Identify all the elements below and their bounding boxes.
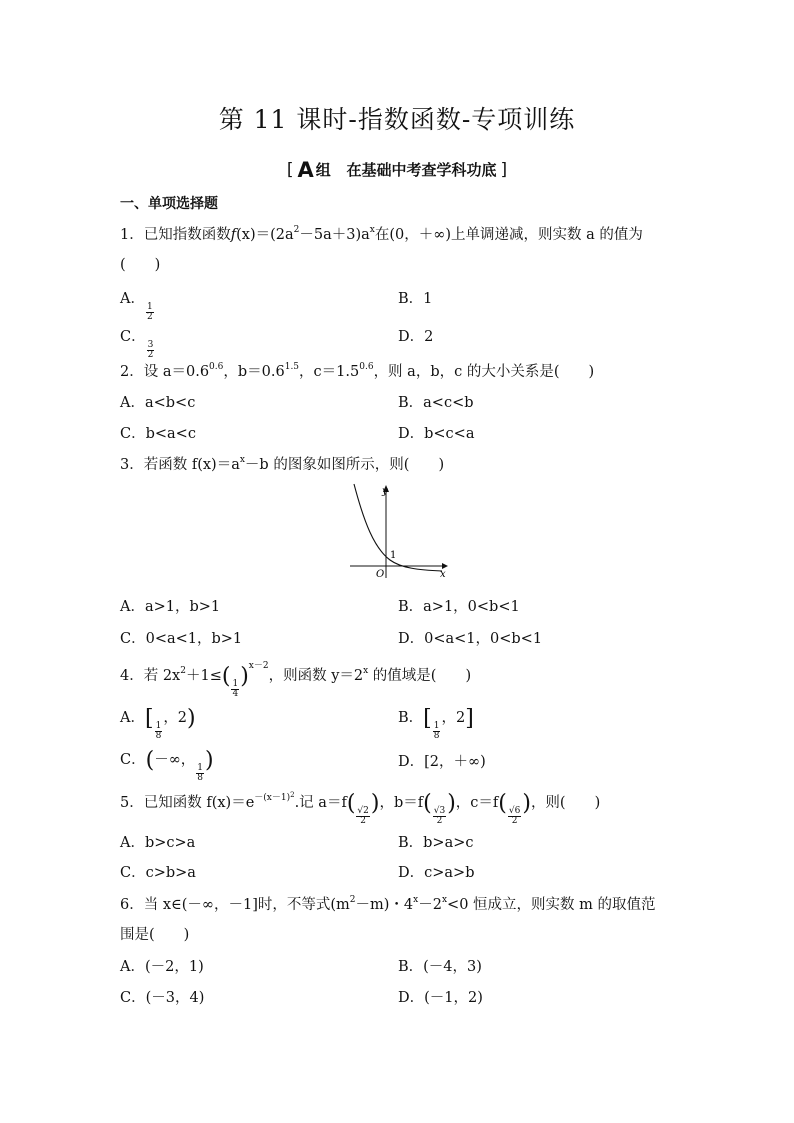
- q5-option-d[interactable]: D．c>a>b: [398, 865, 475, 881]
- q4-b-num: 1: [433, 721, 440, 731]
- q6-exp3: x: [441, 895, 448, 905]
- q2-exp2: 1.5: [284, 362, 300, 372]
- q3-text: 3．若函数 f(x)＝a: [120, 457, 240, 473]
- q3-option-a[interactable]: A．a>1，b>1: [120, 599, 221, 615]
- q4-fraction: [231, 680, 239, 699]
- q6-mid2: －2: [418, 897, 442, 913]
- q5-option-b[interactable]: B．b>a>c: [398, 835, 474, 851]
- q1-option-d[interactable]: D．2: [398, 329, 434, 345]
- q4-c-fraction: [196, 764, 204, 783]
- q2-stem: [120, 360, 594, 381]
- q1-a-fraction: [146, 303, 154, 322]
- q4-text: 4．若 2x: [120, 668, 181, 684]
- q3-exp: x: [239, 455, 245, 465]
- q1-rest: －5a＋3)a: [299, 227, 370, 243]
- q3-option-c[interactable]: C．0<a<1，b>1: [120, 631, 243, 647]
- q2-option-b[interactable]: B．a<c<b: [398, 395, 474, 411]
- q5-stem: 5．已知函数 $f(x)=e^{-(x-1)2}$.记 a＝f( $\frac{√2}{2}$ )，b＝f( $\frac{√3}{2}$ )，c＝f( $\frac{√6}{2}$ )，则( ): [120, 791, 601, 826]
- q5-b-fraction: [433, 807, 446, 826]
- q5-b-num: √3: [433, 806, 446, 816]
- q1-a-den: 2: [146, 312, 153, 322]
- q3-tail: －b 的图象如图所示，则( ): [244, 457, 445, 473]
- x-label: x: [440, 569, 446, 580]
- q5-option-a[interactable]: A．b>c>a: [120, 835, 196, 851]
- q2-option-c[interactable]: C．b<a<c: [120, 426, 196, 442]
- q2-mid1: ，b＝0.6: [223, 364, 285, 380]
- q5-tail: ，则( ): [530, 795, 601, 811]
- q2-exp1: 0.6: [209, 362, 224, 372]
- q6-stem: [120, 893, 656, 914]
- q1-text: 已知指数函数: [143, 227, 231, 243]
- right-bracket: ]: [500, 160, 508, 180]
- q5-mid3: ，c＝f: [455, 795, 499, 811]
- q1-paren: ( ): [120, 257, 161, 273]
- q5-a-num: √2: [357, 806, 369, 816]
- q4-exp2: x－2: [248, 661, 269, 671]
- q4-a-label: A．: [120, 710, 145, 726]
- q4-option-b[interactable]: B．[ $\frac{1}{8}$ ，2]: [398, 706, 474, 741]
- page-title: 第 11 课时-指数函数-专项训练: [218, 105, 576, 134]
- y-label: y: [382, 486, 388, 497]
- q4-option-a[interactable]: A．[ $\frac{1}{8}$ ，2): [120, 706, 196, 741]
- q5-exp: －(x－1): [254, 793, 291, 803]
- q1-a-label: A．: [120, 291, 145, 307]
- q5-exp2: 2: [290, 791, 295, 799]
- q4-stem: 4．若 $2x^2+1\le$( $\frac{1}{4}$ )$^{x-2}$，则函数 $y=2^x$ 的值域是( ): [120, 661, 472, 699]
- q5-a-fraction: [356, 807, 369, 826]
- q4-a-den: 8: [155, 731, 162, 741]
- q1-a-num: 1: [146, 302, 153, 312]
- q5-a-den: 2: [360, 816, 366, 826]
- q4-c-den: 8: [197, 773, 204, 783]
- q5-c-num: √6: [508, 806, 521, 816]
- q4-exp3: x: [363, 666, 369, 676]
- q2-exp3: 0.6: [359, 362, 374, 372]
- q1-c-label: C．: [120, 329, 146, 345]
- q1-f: f: [230, 227, 237, 243]
- q6-exp1: 2: [349, 895, 356, 905]
- q1-option-c[interactable]: [120, 325, 155, 360]
- q1-tail: 在(0，＋∞)上单调递减，则实数 a 的值为: [374, 227, 643, 243]
- q1-number: 1．: [120, 227, 144, 243]
- q4-frac-num: 1: [232, 679, 239, 689]
- q5-mid: .记 a＝f: [294, 795, 347, 811]
- q5-mid2: ，b＝f: [379, 795, 424, 811]
- q1-option-a[interactable]: [120, 287, 155, 322]
- q4-tail: ，则函数 y＝2: [268, 668, 364, 684]
- q1-option-b[interactable]: B．1: [398, 291, 433, 307]
- q4-option-c[interactable]: C．(－∞， $\frac{1}{8}$ ): [120, 748, 214, 783]
- q4-b-fraction: [433, 722, 441, 741]
- q2-tail: ，则 a，b，c 的大小关系是( ): [373, 364, 595, 380]
- q1-stem: 1．已知指数函数$f(x)=(2a^2-5a+3)a^x$在(0，＋∞)上单调递减，则实数 a 的值为: [120, 225, 643, 243]
- q4-c-label: C．: [120, 752, 146, 768]
- q3-option-d[interactable]: D．0<a<1，0<b<1: [398, 631, 543, 647]
- curve: [354, 484, 442, 571]
- q2-option-d[interactable]: D．b<c<a: [398, 426, 475, 442]
- group-text: 在基础中考查学科功底: [346, 161, 497, 179]
- q6-option-b[interactable]: B．(－4，3): [398, 959, 482, 975]
- q4-a-num: 1: [155, 721, 162, 731]
- q6-mid: －m)・4: [355, 897, 414, 913]
- q6-tail: <0 恒成立，则实数 m 的取值范: [447, 897, 656, 913]
- q4-a-post: ，2: [163, 710, 188, 726]
- left-bracket: [: [286, 160, 294, 180]
- group-letter: A: [297, 158, 314, 182]
- q4-c-num: 1: [197, 763, 204, 773]
- q4-option-d[interactable]: D．[2，＋∞): [398, 754, 486, 770]
- intercept-label: 1: [390, 550, 397, 561]
- q5-c-fraction: [508, 807, 521, 826]
- q4-b-post: ，2: [441, 710, 466, 726]
- exponential-graph: [346, 482, 450, 580]
- origin-label: O: [376, 569, 385, 580]
- q4-b-den: 8: [433, 731, 440, 741]
- q1-c-fraction: [147, 341, 155, 360]
- q5-b-den: 2: [436, 816, 443, 826]
- q5-text: 5．已知函数 f(x)＝e: [120, 795, 255, 811]
- q4-c-mid: －∞，: [154, 752, 196, 768]
- q4-mid: ＋1≤: [185, 668, 222, 684]
- q3-option-b[interactable]: B．a>1，0<b<1: [398, 599, 520, 615]
- q1-eq: (x)＝(2a: [236, 227, 294, 243]
- group-header: [0, 158, 794, 182]
- q2-option-a[interactable]: A．a<b<c: [120, 395, 196, 411]
- q6-option-c[interactable]: C．(－3，4): [120, 990, 205, 1006]
- q4-exp1: 2: [180, 666, 186, 676]
- q6-option-d[interactable]: D．(－1，2): [398, 990, 483, 1006]
- q2-mid2: ，c＝1.5: [299, 364, 360, 380]
- q6-text: 6．当 x∈(－∞，－1]时，不等式(m: [120, 897, 350, 913]
- q4-b-label: B．: [398, 710, 424, 726]
- q6-exp2: x: [413, 895, 419, 905]
- q6-option-a[interactable]: A．(－2，1): [120, 959, 204, 975]
- q1-c-den: 2: [147, 350, 154, 360]
- q2-text: 2．设 a＝0.6: [120, 364, 210, 380]
- q5-c-den: 2: [511, 816, 518, 826]
- q4-frac-den: 4: [232, 689, 239, 699]
- q3-stem: [120, 453, 444, 474]
- section-heading: 一、单项选择题: [120, 196, 218, 212]
- group-label: 组: [315, 161, 331, 179]
- q4-tail2: 的值域是( ): [368, 668, 472, 684]
- q6-stem-line2: 围是( ): [120, 927, 190, 943]
- q5-option-c[interactable]: C．c>b>a: [120, 865, 196, 881]
- q1-c-num: 3: [147, 340, 154, 350]
- q4-a-fraction: [155, 722, 163, 741]
